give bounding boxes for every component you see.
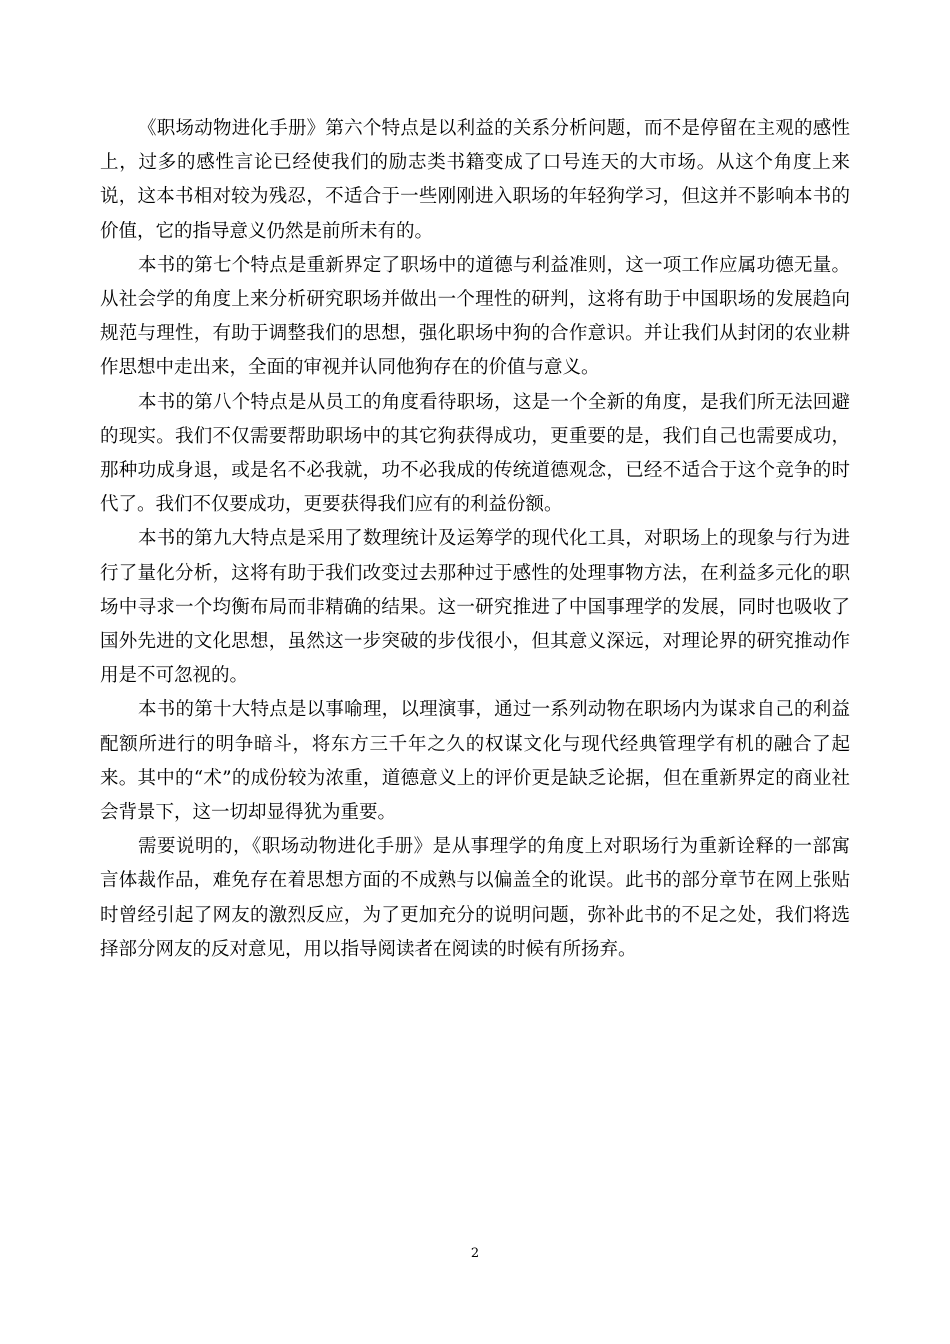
- paragraph-feature-six: 《职场动物进化手册》第六个特点是以利益的关系分析问题，而不是停留在主观的感性上，过多的感性言论已经使我们的励志类书籍变成了口号连天的大市场。从这个角度上来说，这本书相对较为残忍，不适合于一些刚刚进入职场的年轻狗学习，但这并不影响本书的价值，它的指导意义仍然是前所未有的。: [100, 118, 850, 242]
- paragraph-feature-nine: 本书的第九大特点是采用了数理统计及运筹学的现代化工具，对职场上的现象与行为进行了量化分析，这将有助于我们改变过去那种过于感性的处理事物方法，在利益多元化的职场中寻求一个均衡布局而非精确的结果。这一研究推进了中国事理学的发展，同时也吸收了国外先进的文化思想，虽然这一步突破的步伐很小，但其意义深远，对理论界的研究推动作用是不可忽视的。: [100, 528, 850, 687]
- paragraph-feature-ten: 本书的第十大特点是以事喻理，以理演事，通过一系列动物在职场内为谋求自己的利益配额所进行的明争暗斗，将东方三千年之久的权谋文化与现代经典管理学有机的融合了起来。其中的“术”的成份较为浓重，道德意义上的评价更是缺乏论据，但在重新界定的商业社会背景下，这一切却显得犹为重要。: [100, 699, 850, 824]
- page-number: 2: [470, 1246, 480, 1261]
- paragraph-feature-seven: 本书的第七个特点是重新界定了职场中的道德与利益准则，这一项工作应属功德无量。从社会学的角度上来分析研究职场并做出一个理性的研判，这将有助于中国职场的发展趋向规范与理性，有助于调整我们的思想，强化职场中狗的合作意识。并让我们从封闭的农业耕作思想中走出来，全面的审视并认同他狗存在的价值与意义。: [100, 254, 850, 379]
- document-body: [100, 112, 850, 967]
- paragraph-note: 需要说明的，《职场动物进化手册》是从事理学的角度上对职场行为重新诠释的一部寓言体裁作品，难免存在着思想方面的不成熟与以偏盖全的讹误。此书的部分章节在网上张贴时曾经引起了网友的激烈反应，为了更加充分的说明问题，弥补此书的不足之处，我们将选择部分网友的反对意见，用以指导阅读者在阅读的时候有所扬弃。: [100, 836, 850, 960]
- paragraph-feature-eight: 本书的第八个特点是从员工的角度看待职场，这是一个全新的角度，是我们所无法回避的现实。我们不仅需要帮助职场中的其它狗获得成功，更重要的是，我们自己也需要成功，那种功成身退，或是名不必我就，功不必我成的传统道德观念，已经不适合于这个竞争的时代了。我们不仅要成功，更要获得我们应有的利益份额。: [100, 391, 850, 516]
